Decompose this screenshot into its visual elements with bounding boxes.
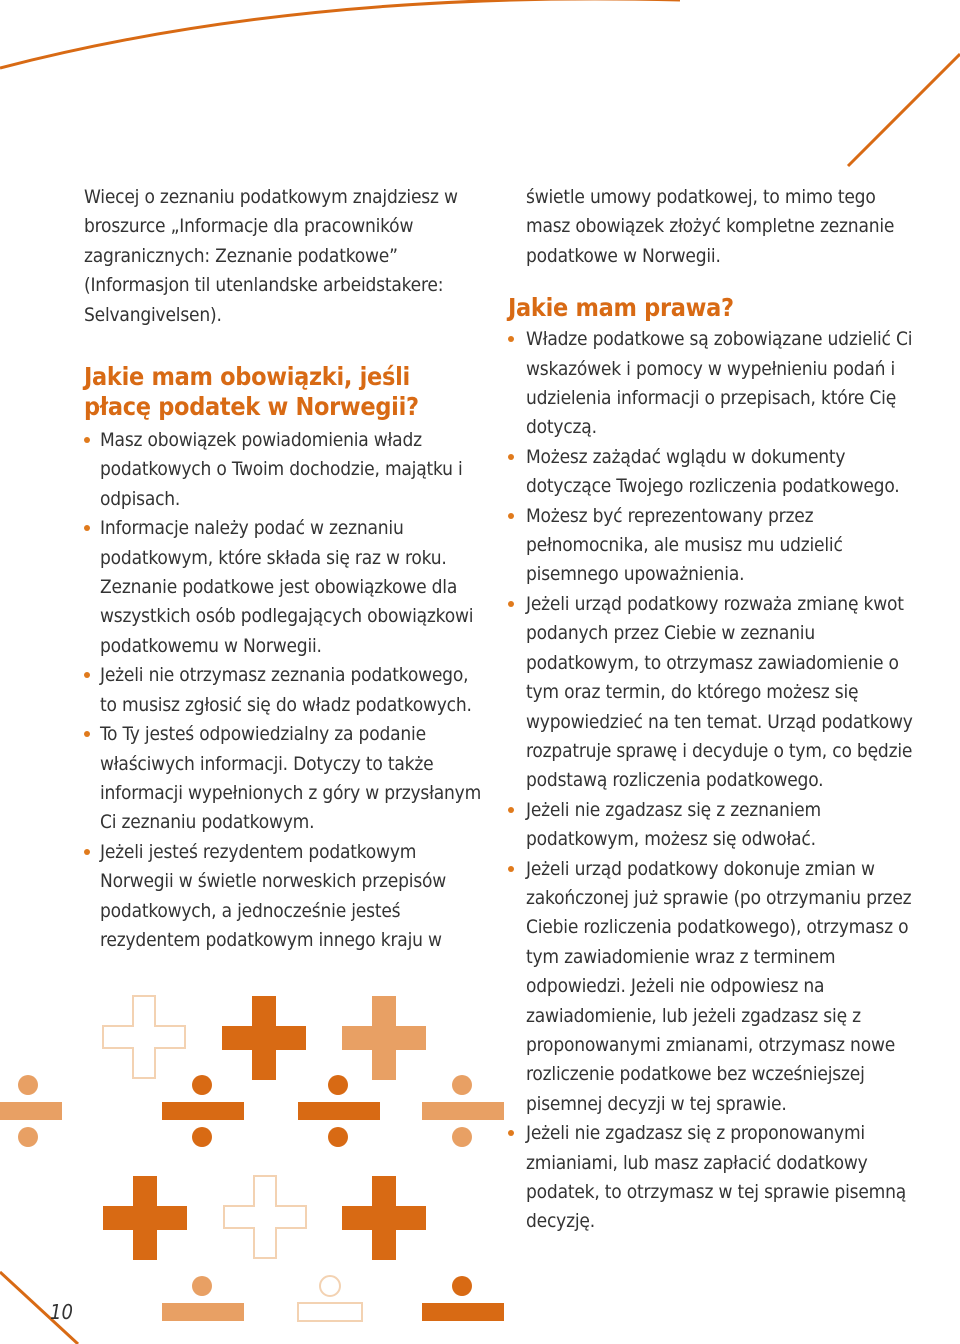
list-item: Informacje należy podać w zeznaniu podatkowym, które składa się raz w roku. Zeznanie podatkowe jest obowiązkowe dla wszystkich osób podlegających obowiązkowi podatkowemu w Norwegii. [84, 514, 488, 661]
obligations-list [84, 426, 488, 955]
left-column [84, 183, 504, 955]
rights-list [508, 325, 913, 1237]
plus-icon [222, 996, 306, 1080]
plus-icon [342, 1176, 426, 1260]
plus-icon [103, 1176, 187, 1260]
divide-icon [162, 1276, 244, 1321]
list-item: Masz obowiązek powiadomienia władz podatkowych o Twoim dochodzie, majątku i odpisach. [84, 426, 488, 514]
right-column [508, 183, 928, 1237]
list-item: To Ty jesteś odpowiedzialny za podanie właściwych informacji. Dotyczy to także informacji wypełnionych z góry w przysłanym Ci zeznaniu podatkowym. [84, 720, 488, 838]
page-number: 10 [50, 1300, 73, 1324]
intro-paragraph: Wiecej o zeznaniu podatkowym znajdziesz w broszurce „Informacje dla pracowników zagranicznych: Zeznanie podatkowe” (Informasjon til utenlandske arbeidstakere: Selvangivelsen). [84, 186, 458, 326]
divide-icon [0, 1075, 62, 1147]
list-item: Możesz być reprezentowany przez pełnomocnika, ale musisz mu udzielić pisemnego upoważnienia. [508, 502, 913, 590]
list-item: Władze podatkowe są zobowiązane udzielić Ci wskazówek i pomocy w wypełnieniu podań i udzielenia informacji o przepisach, które Cię dotyczą. [508, 325, 913, 443]
plus-icon [224, 1176, 306, 1258]
math-symbol-pattern [0, 980, 520, 1344]
divide-icon [422, 1075, 504, 1147]
divide-icon [298, 1276, 362, 1321]
list-item: Jeżeli nie zgadzasz się z zeznaniem podatkowym, możesz się odwołać. [508, 796, 913, 855]
list-item: Jeżeli jesteś rezydentem podatkowym Norwegii w świetle norweskich przepisów podatkowych, a jednocześnie jesteś rezydentem podatkowym innego kraju w [84, 838, 488, 956]
list-item: Jeżeli urząd podatkowy rozważa zmianę kwot podanych przez Ciebie w zeznaniu podatkowym, to otrzymasz zawiadomienie o tym oraz termin, do którego możesz się wypowiedzieć na ten temat. Urząd podatkowy rozpatruje sprawę i decyduje o tym, co będzie podstawą rozliczenia podatkowego. [508, 590, 913, 796]
rights-heading: Jakie mam prawa? [508, 293, 734, 323]
top-right-diagonal-line [848, 54, 960, 166]
top-curve-line [0, 0, 680, 68]
continuation-paragraph: świetle umowy podatkowej, to mimo tego masz obowiązek złożyć kompletne zeznanie podatkowe w Norwegii. [526, 186, 895, 267]
list-item: Jeżeli nie zgadzasz się z proponowanymi zmianiami, lub masz zapłacić dodatkowy podatek, to otrzymasz w tej sprawie pisemną decyzję. [508, 1119, 913, 1237]
plus-icon [103, 996, 185, 1078]
divide-icon [422, 1276, 504, 1321]
list-item: Możesz zażądać wglądu w dokumenty dotyczące Twojego rozliczenia podatkowego. [508, 443, 913, 502]
obligations-heading: Jakie mam obowiązki, jeśli płacę podatek w Norwegii? [84, 362, 419, 422]
plus-icon [342, 996, 426, 1080]
divide-icon [162, 1075, 244, 1147]
list-item: Jeżeli urząd podatkowy dokonuje zmian w zakończonej już sprawie (po otrzymaniu przez Ciebie rozliczenia podatkowego), otrzymasz o tym zawiadomienie wraz z terminem odpowiedzi. Jeżeli nie odpowiesz na zawiadomienie, lub jeżeli zgadzasz się z proponowanymi zmianami, otrzymasz nowe rozliczenie podatkowe bez wcześniejszej pisemnej decyzji w tej sprawie. [508, 855, 913, 1120]
divide-icon [298, 1075, 380, 1147]
list-item: Jeżeli nie otrzymasz zeznania podatkowego, to musisz zgłosić się do władz podatkowych. [84, 661, 488, 720]
